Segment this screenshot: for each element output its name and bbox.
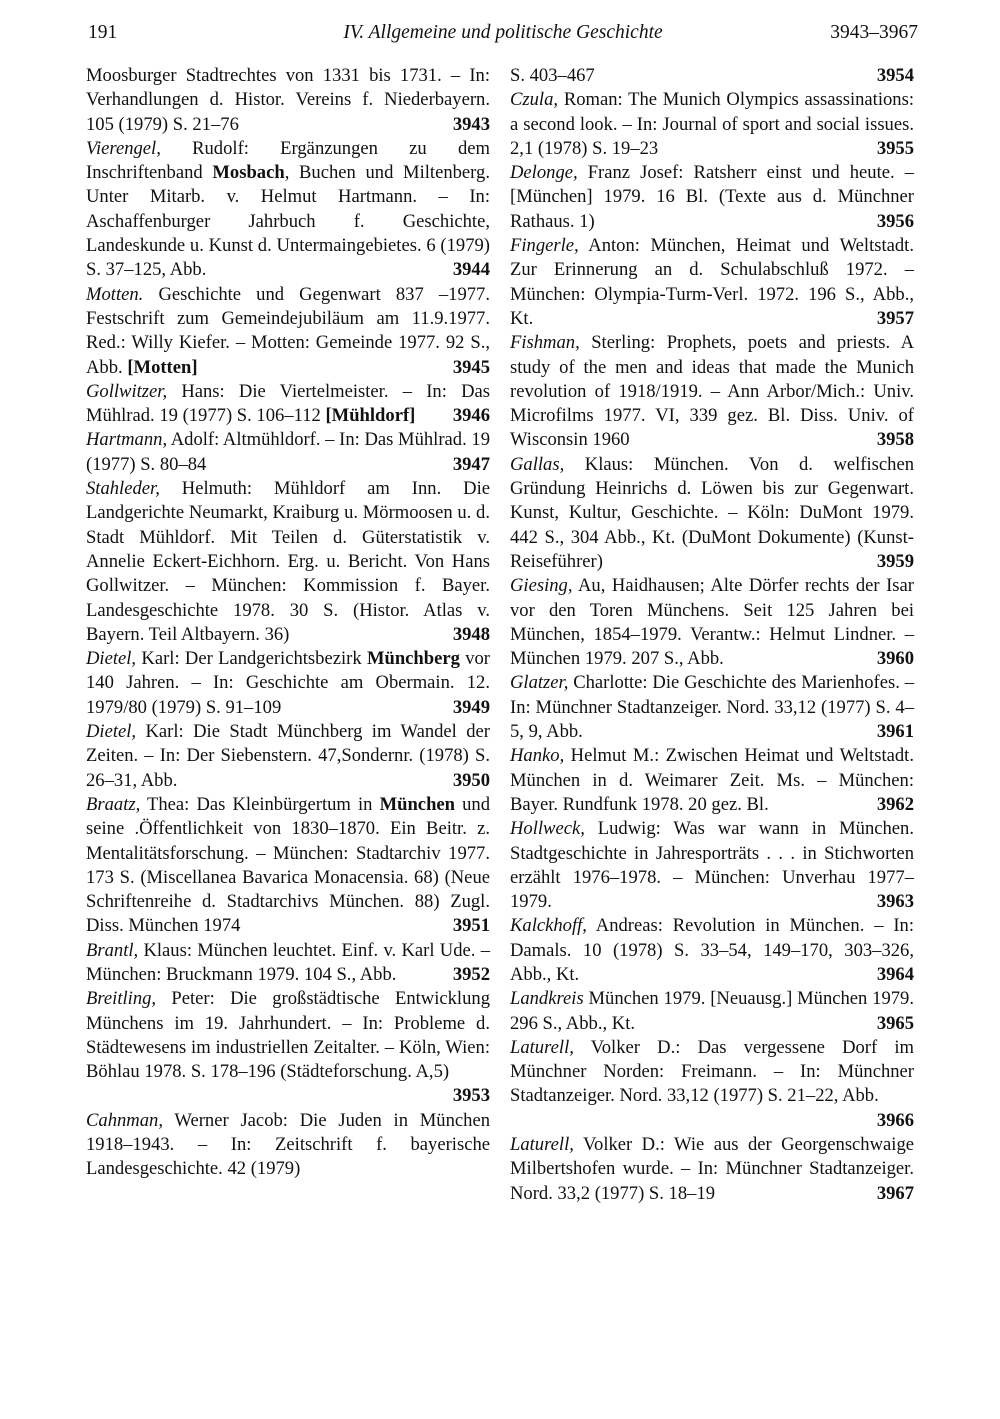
entry-text: Moosburger Stadtrechtes von 1331 bis 1731. – In: Verhandlungen d. Histor. Vereins f. Niederbayern. 105 (1979) S. 21–76 bbox=[86, 65, 490, 135]
bibliography-entry bbox=[510, 987, 914, 1036]
bibliography-entry bbox=[510, 914, 914, 987]
entry-author: Dietel, bbox=[86, 648, 137, 670]
entry-author: Czula, bbox=[510, 89, 559, 111]
entry-text: Klaus: München leuchtet. Einf. v. Karl Ude. – München: Bruckmann 1979. 104 S., Abb. bbox=[86, 939, 490, 985]
entry-text: Helmuth: Mühldorf am Inn. Die Landgerichte Neumarkt, Kraiburg u. Mörmoosen u. d. Stadt Mühldorf. Mit Teilen d. Güterstatistik v. Annelie Eckert-Eichhorn. Erg. u. Bericht. Von Hans Gollwitzer. – München: Kommission f. Bayer. Landesgeschichte 1978. 30 S. (Histor. Atlas v. Bayern. Teil Altbayern. 36) bbox=[86, 478, 490, 645]
bibliography-entry bbox=[86, 793, 490, 939]
entry-text: , Buchen und Miltenberg. Unter Mitarb. v. Helmut Hartmann. – In: Aschaffenburger Jahrbuch f. Geschichte, Landeskunde u. Kunst d. Untermaingebietes. 6 (1979) S. 37–125, Abb. bbox=[86, 162, 490, 281]
entry-author: Brantl, bbox=[86, 939, 139, 961]
entry-number: 3967 bbox=[876, 1182, 914, 1204]
entry-author: Delonge, bbox=[510, 162, 578, 184]
bibliography-entry bbox=[510, 64, 914, 88]
right-column bbox=[510, 64, 914, 1206]
bibliography-entry bbox=[86, 380, 490, 429]
section-title: IV. Allgemeine und politische Geschichte bbox=[343, 22, 663, 43]
entry-number: 3950 bbox=[452, 769, 490, 791]
entry-number: 3955 bbox=[876, 137, 914, 159]
bibliography-entry bbox=[510, 161, 914, 234]
entry-text: Peter: Die großstädtische Entwicklung Münchens im 19. Jahrhundert. – In: Probleme d. Städtewesens im industriellen Zeitalter. – Köln, Wien: Böhlau 1978. S. 178–196 (Städteforschung. A,5) bbox=[86, 988, 490, 1083]
entry-author: Hollweck, bbox=[510, 818, 585, 840]
entry-number: 3952 bbox=[452, 963, 490, 985]
entry-text: Charlotte: Die Geschichte des Marienhofes. – In: Münchner Stadtanzeiger. Nord. 33,12 (1977) S. 4–5, 9, Abb. bbox=[510, 672, 914, 743]
entry-author: Hanko, bbox=[510, 745, 565, 767]
left-column bbox=[86, 64, 490, 1182]
entry-number: 3965 bbox=[876, 1012, 914, 1034]
entry-keyword: [Motten] bbox=[127, 356, 198, 378]
entry-text: Hans: Die Viertelmeister. – In: Das Mühlrad. 19 (1977) S. 106–112 bbox=[86, 380, 490, 427]
entry-text: München 1979. [Neuausg.] München 1979. 296 S., Abb., Kt. bbox=[510, 988, 914, 1034]
entry-author: Fingerle, bbox=[510, 235, 579, 257]
entry-author: Stahleder, bbox=[86, 478, 160, 500]
entry-keyword: München bbox=[379, 793, 455, 815]
bibliography-entry bbox=[510, 88, 914, 161]
entry-number: 3962 bbox=[876, 793, 914, 815]
entry-number: 3966 bbox=[876, 1109, 914, 1131]
bibliography-entry bbox=[86, 1109, 490, 1182]
bibliography-entry bbox=[86, 720, 490, 793]
entry-number: 3964 bbox=[876, 963, 914, 985]
entry-number: 3961 bbox=[876, 721, 914, 743]
bibliography-entry bbox=[510, 453, 914, 574]
entry-text: Rudolf: Ergänzungen zu dem Inschriftenband bbox=[86, 137, 490, 184]
entry-number: 3953 bbox=[452, 1085, 490, 1107]
entry-text: Geschichte und Gegenwart 837 –1977. Festschrift zum Gemeindejubiläum am 11.9.1977. Red.: Willy Kiefer. – Motten: Gemeinde 1977. 92 S., Abb. bbox=[86, 283, 490, 378]
entry-number: 3959 bbox=[876, 550, 914, 572]
bibliography-entry bbox=[510, 331, 914, 452]
bibliography-entry bbox=[86, 939, 490, 988]
entry-text: Sterling: Prophets, poets and priests. A study of the men and ideas that made the Munich revolution of 1918/1919. – Ann Arbor/Mich.: Univ. Microfilms 1977. VI, 339 gez. Bl. Diss. Univ. of Wisconsin 1960 bbox=[510, 332, 914, 451]
entry-number: 3963 bbox=[876, 891, 914, 913]
entry-number: 3958 bbox=[876, 429, 914, 451]
bibliography-entry bbox=[86, 137, 490, 283]
bibliography-entry bbox=[510, 1133, 914, 1206]
entry-text: Thea: Das Kleinbürgertum in bbox=[140, 793, 380, 815]
entry-keyword: Mosbach bbox=[212, 162, 285, 184]
entry-number: 3945 bbox=[452, 356, 490, 378]
entry-author: Glatzer, bbox=[510, 672, 569, 694]
entry-text: Volker D.: Das vergessene Dorf im Münchner Norden: Freimann. – In: Münchner Stadtanzeiger. Nord. 33,12 (1977) S. 21–22, Abb. bbox=[510, 1036, 914, 1107]
entry-author: Fishman, bbox=[510, 332, 580, 354]
entry-number: 3957 bbox=[876, 307, 914, 329]
entry-text: Werner Jacob: Die Juden in München 1918–1943. – In: Zeitschrift f. bayerische Landesgeschichte. 42 (1979) bbox=[86, 1109, 490, 1180]
entry-author: Motten. bbox=[86, 283, 144, 305]
entry-keyword: [Mühldorf] bbox=[325, 405, 416, 427]
entry-text: vor 140 Jahren. – In: Geschichte am Obermain. 12. 1979/80 (1979) S. 91–109 bbox=[86, 648, 490, 718]
entry-number: 3947 bbox=[452, 453, 490, 475]
entry-author: Dietel, bbox=[86, 721, 137, 743]
bibliography-entry bbox=[86, 647, 490, 720]
entry-number: 3949 bbox=[452, 696, 490, 718]
bibliography-entry bbox=[86, 428, 490, 477]
entry-author: Laturell, bbox=[510, 1036, 574, 1058]
bibliography-entry bbox=[510, 234, 914, 331]
entry-author: Cahnman, bbox=[86, 1109, 163, 1131]
bibliography-entry bbox=[86, 64, 490, 137]
bibliography-entry bbox=[510, 671, 914, 744]
entry-text: S. 403–467 bbox=[510, 65, 595, 86]
entry-number: 3951 bbox=[452, 915, 490, 937]
bibliography-entry bbox=[510, 1036, 914, 1133]
entry-number: 3943 bbox=[452, 113, 490, 135]
entry-author: Landkreis bbox=[510, 988, 584, 1010]
entry-author: Kalckhoff, bbox=[510, 915, 587, 937]
entry-author: Braatz, bbox=[86, 793, 141, 815]
entry-number: 3944 bbox=[452, 259, 490, 281]
entry-number: 3954 bbox=[876, 65, 914, 86]
entry-number: 3956 bbox=[876, 210, 914, 232]
entry-text: und seine .Öffentlichkeit von 1830–1870. Ein Beitr. z. Mentalitätsforschung. – München: Stadtarchiv 1977. 173 S. (Miscellanea Bavarica Monacensia. 68) (Neue Schriftenreihe d. Stadtarchivs München. 88) Zugl. Diss. München 1974 bbox=[86, 793, 490, 937]
entry-text: Anton: München, Heimat und Weltstadt. Zur Erinnerung an d. Schulabschluß 1972. – München: Olympia-Turm-Verl. 1972. 196 S., Abb., Kt. bbox=[510, 235, 914, 329]
entry-author: Giesing, bbox=[510, 575, 573, 597]
bibliography-entry bbox=[86, 283, 490, 380]
entry-range: 3943–3967 bbox=[830, 22, 918, 43]
entry-author: Gollwitzer, bbox=[86, 380, 168, 402]
entry-text: Karl: Die Stadt Münchberg im Wandel der Zeiten. – In: Der Siebenstern. 47,Sondernr. (1978) S. 26–31, Abb. bbox=[86, 721, 490, 791]
entry-author: Vierengel, bbox=[86, 137, 161, 159]
entry-author: Breitling, bbox=[86, 988, 157, 1010]
entry-text: Klaus: München. Von d. welfischen Gründung Heinrichs d. Löwen bis zur Gegenwart. Kunst, Kultur, Geschichte. – Köln: DuMont 1979. 442 S., 304 Abb., Kt. (DuMont Dokumente) (Kunst-Reiseführer) bbox=[510, 453, 914, 572]
page-header bbox=[88, 20, 918, 50]
entry-text: Roman: The Munich Olympics assassinations: a second look. – In: Journal of sport and social issues. 2,1 (1978) S. 19–23 bbox=[510, 89, 914, 159]
entry-author: Gallas, bbox=[510, 453, 565, 475]
bibliography-entry bbox=[510, 744, 914, 817]
entry-number: 3946 bbox=[452, 405, 490, 427]
bibliography-entry bbox=[510, 817, 914, 914]
entry-keyword: Münchberg bbox=[366, 648, 460, 670]
page-number: 191 bbox=[88, 22, 118, 43]
entry-number: 3948 bbox=[452, 623, 490, 645]
entry-text: Adolf: Altmühldorf. – In: Das Mühlrad. 19 (1977) S. 80–84 bbox=[86, 429, 490, 475]
bibliography-entry bbox=[86, 987, 490, 1108]
entry-text: Au, Haidhausen; Alte Dörfer rechts der Isar vor den Toren Münchens. Seit 125 Jahren bei München, 1854–1979. Verantw.: Helmut Lindner. – München 1979. 207 S., Abb. bbox=[510, 575, 914, 670]
entry-number: 3960 bbox=[876, 648, 914, 670]
entry-text: Ludwig: Was war wann in München. Stadtgeschichte in Jahresporträts . . . in Stichworten erzählt 1976–1978. – München: Unverhau 1977–1979. bbox=[510, 818, 914, 913]
bibliography-entry bbox=[86, 477, 490, 647]
entry-author: Hartmann, bbox=[86, 429, 168, 451]
bibliography-entry bbox=[510, 574, 914, 671]
entry-text: Andreas: Revolution in München. – In: Damals. 10 (1978) S. 33–54, 149–170, 303–326, Abb., Kt. bbox=[510, 915, 914, 985]
entry-text: Karl: Der Landgerichtsbezirk bbox=[136, 648, 367, 670]
entry-text: Helmut M.: Zwischen Heimat und Weltstadt. München in d. Weimarer Zeit. Ms. – München: Bayer. Rundfunk 1978. 20 gez. Bl. bbox=[510, 745, 914, 815]
entry-text: Franz Josef: Ratsherr einst und heute. – [München] 1979. 16 Bl. (Texte aus d. Münchner Rathaus. 1) bbox=[510, 162, 914, 232]
entry-text: Volker D.: Wie aus der Georgenschwaige Milbertshofen wurde. – In: Münchner Stadtanzeiger. Nord. 33,2 (1977) S. 18–19 bbox=[510, 1134, 914, 1204]
entry-author: Laturell, bbox=[510, 1134, 574, 1156]
